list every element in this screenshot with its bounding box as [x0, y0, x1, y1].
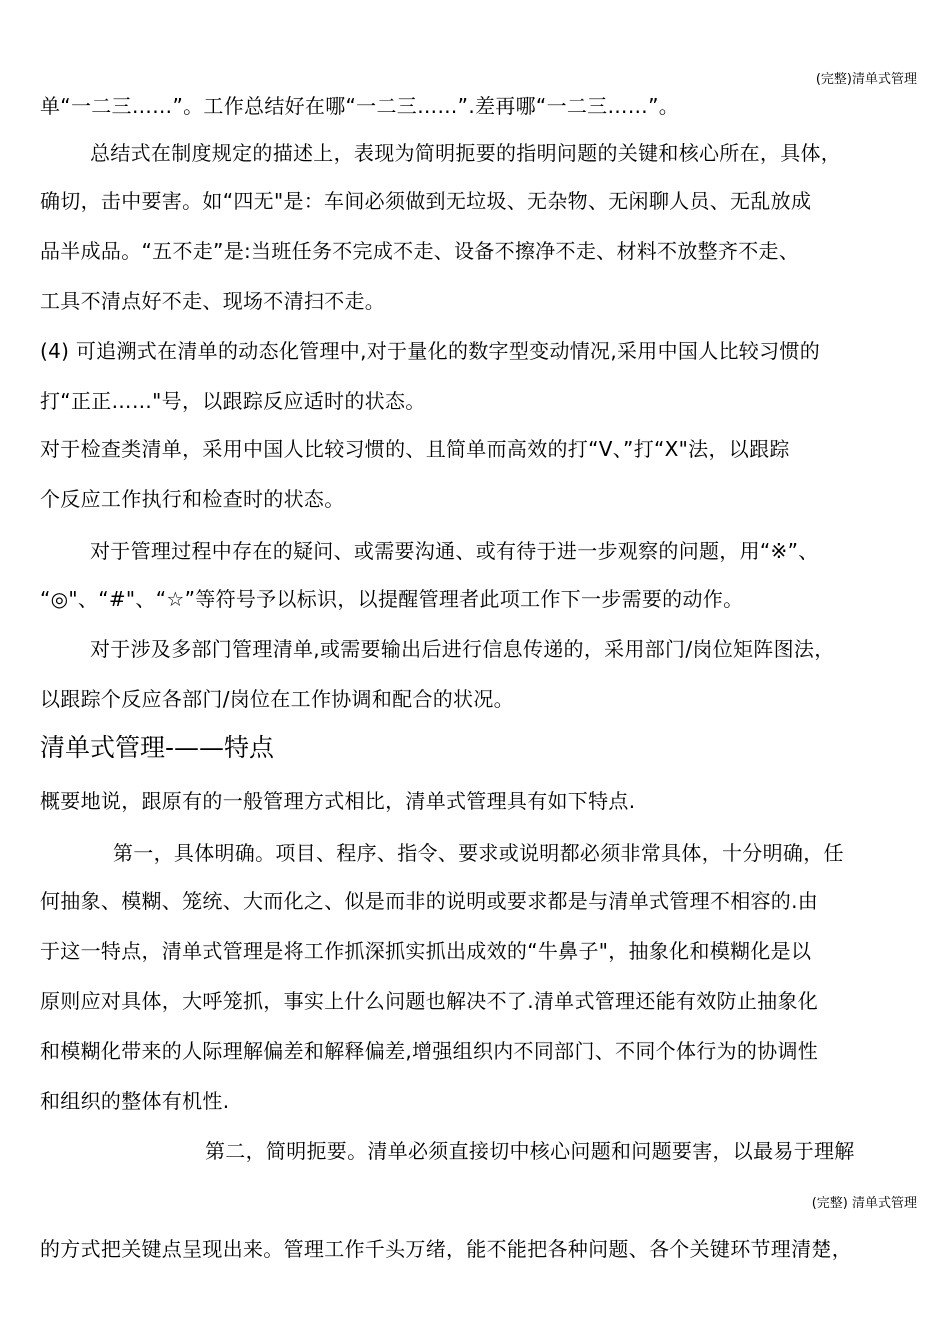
body-line-4: 品半成品。“五不走”是:当班任务不完成不走、设备不擦净不走、材料不放整齐不走、: [40, 239, 800, 263]
section-line-3: 何抽象、模糊、笼统、大而化之、似是而非的说明或要求都是与清单式管理不相容的.由: [40, 889, 819, 913]
body-line-1: 单“一二三……”。工作总结好在哪“一二三……”.差再哪“一二三……”。: [40, 94, 680, 118]
page-header-bottom: (完整) 清单式管理: [811, 1196, 917, 1211]
section-line-8: 第二，简明扼要。清单必须直接切中核心问题和问题要害，以最易于理解: [205, 1139, 855, 1163]
body-line-12: 对于涉及多部门管理清单,或需要输出后进行信息传递的，采用部门/岗位矩阵图法，: [90, 637, 835, 661]
continuation-line: 的方式把关键点呈现出来。管理工作千头万绪，能不能把各种问题、各个关键环节理清楚，: [40, 1237, 852, 1261]
body-line-11: “◎"、“#"、“☆”等符号予以标识，以提醒管理者此项工作下一步需要的动作。: [40, 587, 744, 611]
section-line-2: 第一，具体明确。项目、程序、指令、要求或说明都必须非常具体，十分明确，任: [113, 841, 844, 865]
body-line-9: 个反应工作执行和检查时的状态。: [40, 487, 345, 511]
body-line-3: 确切，击中要害。如“四无"是：车间必须做到无垃圾、无杂物、无闲聊人员、无乱放成: [40, 189, 812, 213]
body-line-2: 总结式在制度规定的描述上，表现为简明扼要的指明问题的关键和核心所在，具体，: [90, 141, 842, 165]
section-line-6: 和模糊化带来的人际理解偏差和解释偏差,增强组织内不同部门、不同个体行为的协调性: [40, 1039, 819, 1063]
body-line-5: 工具不清点好不走、现场不清扫不走。: [40, 289, 386, 313]
section-heading: 清单式管理-——特点: [40, 733, 275, 762]
body-line-6: (4) 可追溯式在清单的动态化管理中,对于量化的数字型变动情况,采用中国人比较习惯的: [40, 339, 821, 363]
body-line-7: 打“正正……"号，以跟踪反应适时的状态。: [40, 389, 426, 413]
body-line-10: 对于管理过程中存在的疑问、或需要沟通、或有待于进一步观察的问题，用“※”、: [90, 539, 819, 563]
page-header-top: (完整)清单式管理: [815, 72, 917, 87]
body-line-13: 以跟踪个反应各部门/岗位在工作协调和配合的状况。: [40, 687, 514, 711]
section-line-1: 概要地说，跟原有的一般管理方式相比，清单式管理具有如下特点.: [40, 789, 636, 813]
section-line-7: 和组织的整体有机性.: [40, 1089, 230, 1113]
section-line-5: 原则应对具体，大呼笼抓，事实上什么问题也解决不了.清单式管理还能有效防止抽象化: [40, 989, 819, 1013]
body-line-8: 对于检查类清单，采用中国人比较习惯的、且简单而高效的打“V、”打“X"法，以跟踪: [40, 437, 790, 461]
section-line-4: 于这一特点，清单式管理是将工作抓深抓实抓出成效的“牛鼻子"，抽象化和模糊化是以: [40, 939, 812, 963]
